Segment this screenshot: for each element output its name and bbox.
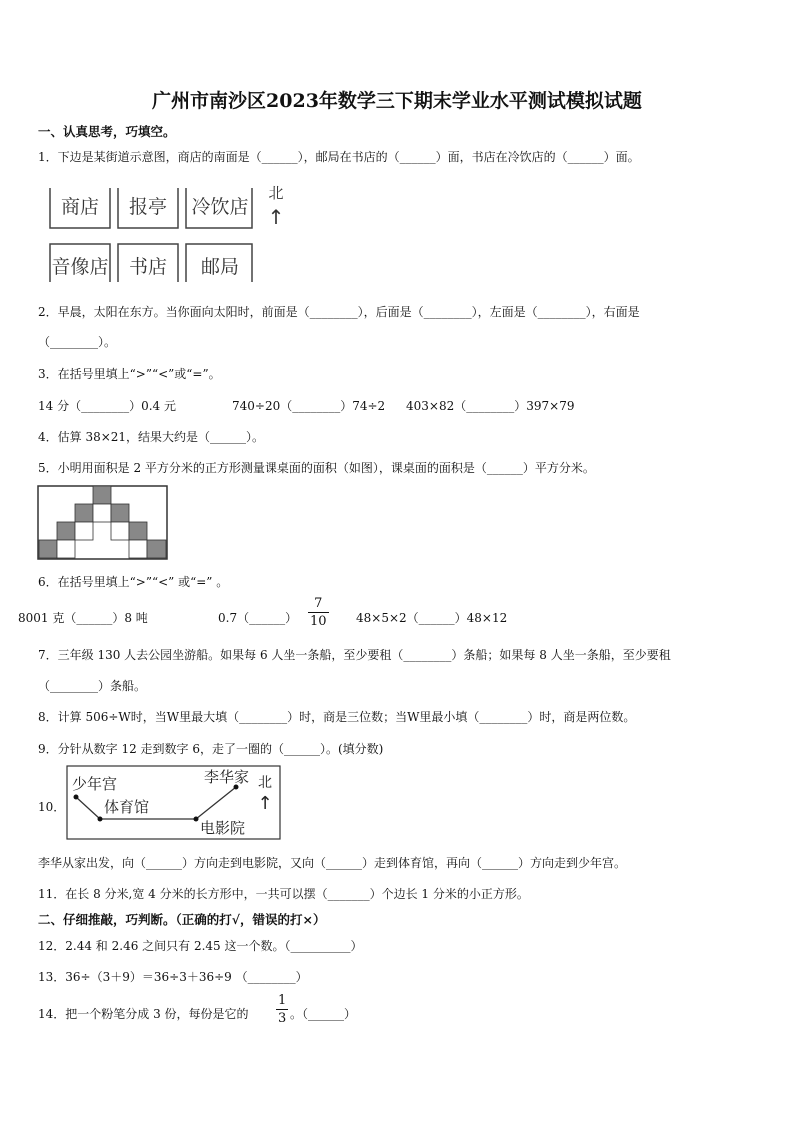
- question-1: 1．下边是某街道示意图，商店的南面是（______），邮局在书店的（______）面，书店在冷饮店的（______）面。: [38, 150, 640, 164]
- route-youth-palace-label: 少年宫: [72, 775, 118, 793]
- map-videoshop-label: 音像店: [51, 256, 109, 278]
- street-map-figure: [40, 180, 300, 290]
- section-2-heading: 二、仔细推敲，巧判断。（正确的打√，错误的打×）: [38, 912, 326, 927]
- question-6-item-a: 8001 克（______）8 吨: [18, 611, 148, 625]
- question-3-item-3: 403×82（________）397×79: [406, 399, 575, 413]
- question-3-item-2: 740÷20（________）74÷2: [232, 399, 386, 413]
- question-2-line-2: （________）。: [38, 335, 117, 349]
- map-shop-label: 商店: [60, 196, 100, 218]
- question-5: 5．小明用面积是 2 平方分米的正方形测量课桌面的面积（如图），课桌面的面积是（______）平方分米。: [38, 461, 595, 475]
- section-1-heading: 一、认真思考，巧填空。: [38, 124, 176, 139]
- map-coldshop-label: 冷饮店: [191, 196, 249, 218]
- question-4: 4．估算 38×21，结果大约是（______）。: [38, 430, 265, 444]
- desk-squares-figure: [37, 485, 169, 561]
- route-map-figure: [66, 765, 282, 841]
- question-14-fraction: [276, 994, 288, 1025]
- route-north-arrow-icon: ↑: [257, 793, 273, 814]
- question-10-number: 10．: [38, 800, 66, 814]
- map-postoffice-label: 邮局: [200, 256, 240, 278]
- question-6-item-c: 48×5×2（______）48×12: [356, 611, 508, 625]
- question-3-item-1: 14 分（________）0.4 元: [38, 399, 176, 413]
- question-9: 9．分针从数字 12 走到数字 6，走了一圈的（______）。(填分数): [38, 742, 384, 756]
- question-3: 3．在括号里填上“>”“<”或“=”。: [38, 367, 221, 381]
- route-lihua-home-label: 李华家: [204, 768, 250, 786]
- route-gym-label: 体育馆: [104, 798, 150, 816]
- question-12: 12．2.44 和 2.46 之间只有 2.45 这一个数。（__________）: [38, 939, 363, 953]
- question-6-item-b: 0.7（______）: [218, 611, 298, 625]
- fraction-numerator: 7: [308, 597, 329, 613]
- question-11: 11．在长 8 分米,宽 4 分米的长方形中，一共可以摆（_______）个边长 1 分米的小正方形。: [38, 887, 529, 901]
- north-arrow-icon: ↑: [267, 205, 285, 229]
- question-7-line-2: （________）条船。: [38, 679, 147, 693]
- page-title: 广州市南沙区2023年数学三下期末学业水平测试模拟试题: [152, 90, 642, 112]
- question-6-fraction: [308, 597, 329, 628]
- map-kiosk-label: 报亭: [128, 196, 168, 218]
- question-13: 13．36÷（3＋9）＝36÷3＋36÷9 （________）: [38, 970, 308, 984]
- question-6: 6．在括号里填上“>”“<” 或“=” 。: [38, 575, 229, 589]
- fraction-numerator: 1: [278, 993, 287, 1008]
- map-north-label: 北: [268, 184, 284, 202]
- question-7-line-1: 7．三年级 130 人去公园坐游船。如果每 6 人坐一条船，至少要租（________）条船；如果每 8 人坐一条船，至少要租: [38, 648, 671, 662]
- question-14-part-1: 14．把一个粉笔分成 3 份，每份是它的: [38, 1007, 249, 1021]
- map-bookshop-label: 书店: [128, 256, 168, 278]
- route-cinema-label: 电影院: [200, 819, 246, 837]
- question-2-line-1: 2．早晨，太阳在东方。当你面向太阳时，前面是（________），后面是（________），左面是（________），右面是: [38, 305, 640, 319]
- fraction-denominator: 10: [310, 614, 327, 629]
- question-8: 8．计算 506÷W时，当W里最大填（________）时，商是三位数；当W里最小填（________）时，商是两位数。: [38, 710, 636, 724]
- question-14-part-2: 。（______）: [290, 1007, 357, 1021]
- fraction-denominator: 3: [278, 1011, 287, 1026]
- route-north-label: 北: [258, 775, 272, 791]
- question-10-text: 李华从家出发，向（______）方向走到电影院，又向（______）走到体育馆，再向（______）方向走到少年宫。: [38, 856, 627, 870]
